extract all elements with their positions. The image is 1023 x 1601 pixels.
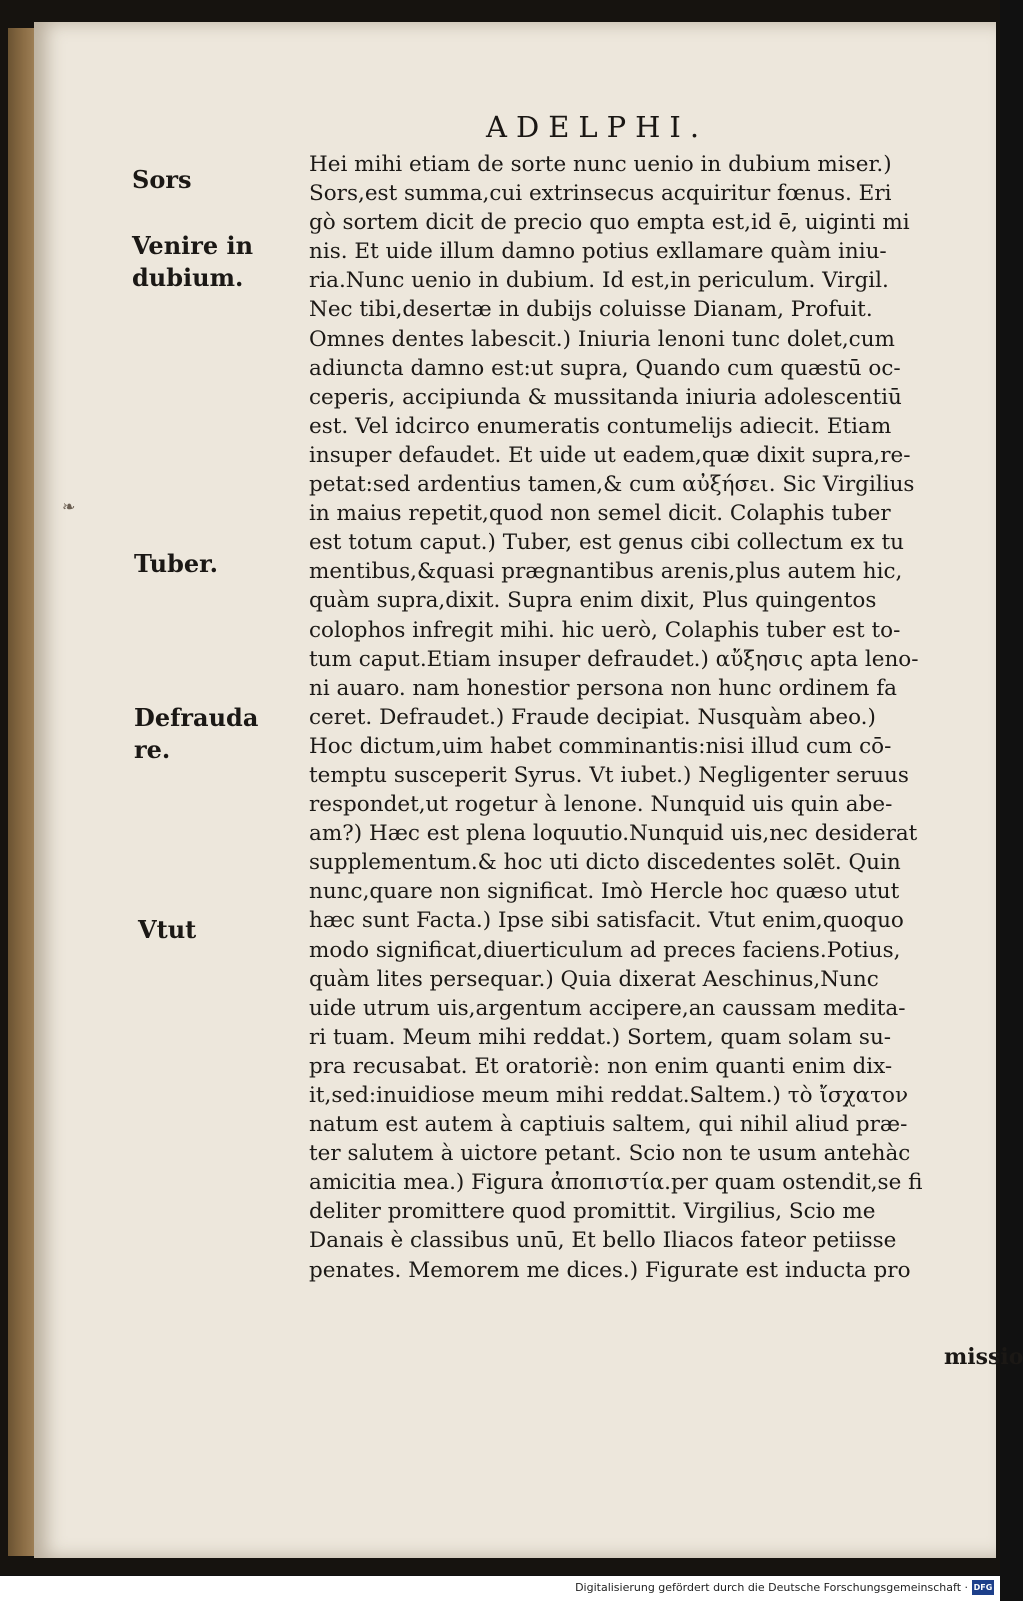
text-line: Omnes dentes labescit.) Iniuria lenoni tunc dolet,cum	[309, 326, 895, 352]
text-line: quàm lites persequar.) Quia dixerat Aeschinus,Nunc	[309, 966, 879, 992]
text-line: deliter promittere quod promittit. Virgilius, Scio me	[309, 1199, 876, 1225]
text-line: ceperis, accipiunda & mussitanda iniuria adolescentiū	[309, 384, 902, 410]
text-line: Danais è classibus unū, Et bello Iliacos fateor petiisse	[309, 1228, 897, 1254]
text-line: modo significat,diuerticulum ad preces faciens.Potius,	[309, 937, 901, 963]
text-line: nunc,quare non significat. Imò Hercle hoc quæso utut	[309, 879, 900, 905]
text-line: petat:sed ardentius tamen,& cum αὐξήσει. Sic Virgilius	[309, 472, 915, 498]
text-line: in maius repetit,quod non semel dicit. Colaphis tuber	[309, 501, 891, 527]
margin-note-vtut: Vtut	[138, 915, 197, 944]
text-line: temptu susceperit Syrus. Vt iubet.) Negligenter seruus	[309, 762, 909, 788]
text-line: ria.Nunc uenio in dubium. Id est,in periculum. Virgil.	[309, 268, 889, 294]
margin-note-defrauda: Defrauda	[134, 703, 259, 732]
margin-note-venire: Venire in	[132, 231, 254, 260]
text-line: insuper defaudet. Et uide ut eadem,quæ dixit supra,re-	[309, 442, 911, 468]
text-line: est. Vel idcirco enumeratis contumelijs adiecit. Etiam	[309, 413, 892, 439]
margin-note-sors: Sors	[132, 165, 192, 194]
text-line: Nec tibi,desertæ in dubijs coluisse Dianam, Profuit.	[309, 297, 873, 323]
text-line: colophos infregit mihi. hic uerò, Colaphis tuber est to-	[309, 617, 901, 643]
text-line: adiuncta damno est:ut supra, Quando cum quæstū oc-	[309, 355, 901, 381]
text-line: uide utrum uis,argentum accipere,an caussam medita-	[309, 995, 906, 1021]
text-line: penates. Memorem me dices.) Figurate est inducta pro	[309, 1257, 911, 1283]
text-line: gò sortem dicit de precio quo empta est,id ē, uiginti mi	[309, 210, 910, 236]
text-line: hæc sunt Facta.) Ipse sibi satisfacit. Vtut enim,quoquo	[309, 908, 904, 934]
commentary-text	[309, 150, 1009, 1285]
text-line: ter salutem à uictore petant. Scio non te usum antehàc	[309, 1141, 911, 1167]
text-line: natum est autem à captiuis saltem, qui nihil aliud præ-	[309, 1112, 908, 1138]
running-head: ADELPHI.	[486, 110, 709, 144]
text-line: tum caput.Etiam insuper defraudet.) αὔξησις apta leno-	[309, 646, 919, 672]
text-line: quàm supra,dixit. Supra enim dixit, Plus quingentos	[309, 588, 877, 614]
text-line: supplementum.& hoc uti dicto discedentes solēt. Quin	[309, 850, 901, 876]
text-line: Sors,est summa,cui extrinsecus acquiritur fœnus. Eri	[309, 181, 892, 207]
text-line: pra recusabat. Et oratoriè: non enim quanti enim dix-	[309, 1053, 893, 1079]
text-line: respondet,ut rogetur à lenone. Nunquid uis quin abe-	[309, 792, 893, 818]
dfg-logo: DFG	[972, 1580, 994, 1595]
text-line: amicitia mea.) Figura ἀποπιστία.per quam ostendit,se fi	[309, 1170, 923, 1196]
text-line: nis. Et uide illum damno potius exllamare quàm iniu-	[309, 239, 887, 265]
margin-note-dubium: dubium.	[132, 263, 244, 292]
text-line: Hei mihi etiam de sorte nunc uenio in dubium miser.)	[309, 152, 892, 177]
text-line: it,sed:inuidiose meum mihi reddat.Saltem.) τὸ ἴσχατον	[309, 1083, 909, 1108]
text-line: ri tuam. Meum mihi reddat.) Sortem, quam solam su-	[309, 1024, 892, 1050]
margin-note-re: re.	[134, 735, 171, 764]
stray-ink-mark: ❧	[62, 497, 76, 516]
text-line: mentibus,&quasi prægnantibus arenis,plus autem hic,	[309, 559, 903, 585]
text-line: am?) Hæc est plena loquutio.Nunquid uis,nec desiderat	[309, 821, 918, 847]
text-line: ni auaro. nam honestior persona non hunc ordinem fa	[309, 675, 897, 701]
text-line: ceret. Defraudet.) Fraude decipiat. Nusquàm abeo.)	[309, 704, 876, 730]
catchword: missio	[944, 1344, 1023, 1370]
book-page	[34, 22, 1023, 1558]
text-line: Hoc dictum,uim habet comminantis:nisi illud cum cō-	[309, 733, 892, 759]
funding-credit: Digitalisierung gefördert durch die Deutsche Forschungsgemeinschaft ·	[575, 1581, 968, 1594]
digitization-footer	[0, 1576, 1000, 1601]
margin-note-tuber: Tuber.	[134, 549, 218, 578]
text-line: est totum caput.) Tuber, est genus cibi collectum ex tu	[309, 530, 904, 556]
